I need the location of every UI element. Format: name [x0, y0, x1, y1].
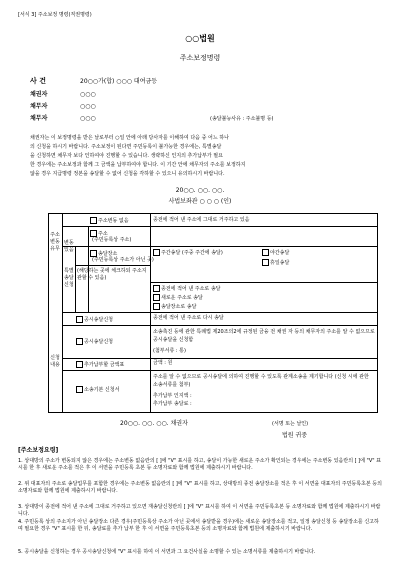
option-label: 주소 [98, 231, 108, 237]
fee-line: 추가납부 송달료 : [153, 401, 192, 407]
delivery-note: (송달불능사유 : 주소불명 등) [210, 116, 274, 122]
checkbox[interactable] [90, 250, 97, 257]
option-delivery-place[interactable] [90, 250, 117, 257]
option-sub: (주민등록상 주소) [92, 237, 132, 243]
party-label: 채무자 [30, 103, 48, 110]
option-label: 공시송달신청 [84, 339, 113, 345]
checkbox[interactable] [76, 316, 83, 323]
checkbox[interactable] [153, 249, 160, 256]
fee-amount: 금액 : 원 [153, 360, 173, 366]
party-value: ○○○ [80, 115, 96, 122]
option-closing[interactable] [76, 386, 119, 393]
party-value: ○○○ [80, 91, 96, 98]
option-no-change[interactable] [90, 217, 129, 224]
note-item: 5. 공시송달을 신청하는 경우 공시송달신청에 "V" 표시를 하여 이 서면과 그 요건사실을 소명할 수 있는 소명서류를 제출하시기 바랍니다. [18, 549, 316, 555]
party-label: 채무자 [30, 115, 48, 122]
option-desc: 소송촉진 등에 관한 특례법 제20조의2에 규정된 금융 전 채권 자 등의 채무자의 주소를 알 수 없으므로 공시송달을 신청함 [153, 329, 375, 343]
option-label: 송달장소로 송달 [161, 304, 197, 310]
option-label: 종전에 적어 낸 주소로 송달 [161, 286, 221, 292]
page-title: 주소보정명령 [179, 54, 221, 62]
checkbox[interactable] [76, 338, 83, 345]
option-place[interactable] [153, 303, 196, 310]
body-line: 채권자는 이 보정명령을 받은 날로부터 ○일 안에 아래 당사자를 이해하여 다음 중 어느 하나 [30, 135, 229, 141]
checkbox[interactable] [262, 259, 269, 266]
body-line: 한 경우에는 주소보정과 함께 그 금액을 납부하여야 합니다. 이 기간 안에 채무자의 주소를 보정하지 [30, 162, 246, 168]
note-item: 4. 주민등록 상의 주소지가 아닌 송달장소 다른 경우(주민등록상 주소가 아닌 곳에서 송달받을 경우)에는 새로운 송달장소를 적고, 일정 송달신청 등 송달장소를 신고하며 필요한 경우 "V" 표시를 한 뒤, 송달료를 추가 납부 한 후 이 서면을 주민등록초본 등의 소명자료와 함께 법원에 제출하시기 바랍니다. [18, 519, 379, 532]
option-prev-address[interactable] [153, 285, 221, 292]
party-value: ○○○ [80, 103, 96, 110]
option-holiday[interactable] [262, 259, 289, 266]
note-item: 1. 상대방의 주소가 변동되지 않은 경우에는 주소변동 없음란의 [ ]에 "V" 표시를 하고, 송달이 가능한 새로운 주소가 확인되는 경우에는 주소변동 있음란의 [ ]에 "V" 표시를 한 후 새로운 주소를 적은 후 이 서면을 주민등록 초본 등 소명자료와 함께 법원에 제출하시기 바랍니다. [18, 458, 381, 471]
attachment-line: (첨부서류 : 통) [153, 348, 186, 354]
case-label: 사 건 [30, 77, 46, 85]
special-sub-label: (해당하는 곳에 체크하되 주소지 관할 수 있음) [77, 268, 147, 281]
option-desc: 종전에 적어 낸 주소에 그대로 거주하고 있음 [153, 217, 250, 223]
checkbox[interactable] [90, 230, 97, 237]
option-label: 소송기본 신청서 [84, 387, 120, 393]
row-label: 변동 있음 [64, 240, 74, 253]
option-sub: (주민등록상 주소가 아닌 곳) [92, 257, 154, 263]
option-address[interactable] [90, 230, 108, 237]
note-item: 2. 위 대표자의 주소로 송달업무를 포함한 경우에는 주소변동 없음란의 [ ]에 "V" 표시를 하고, 상대방의 종전 송달장소를 적은 후 이 서면을 대표자의 주민등록초본 등의 소명자료와 함께 법원에 제출하시기 바랍니다. [18, 481, 382, 494]
section-label: 신청 내용 [50, 355, 60, 368]
option-label: 야간송달 [270, 250, 290, 256]
court-recipient: 법원 귀중 [282, 432, 308, 439]
option-day[interactable] [153, 249, 223, 256]
option-label: 주소변동 없음 [98, 218, 129, 224]
option-label: 주간송달 (주중 주간에 송달) [161, 250, 223, 256]
fee-line: 추가납부 인지액 : [153, 393, 192, 399]
order-date: 20○○. ○○. ○○. [175, 187, 225, 194]
checkbox[interactable] [153, 285, 160, 292]
body-line: 의 신청을 하시기 바랍니다. 주소보정이 된다면 주민등록이 불가능한 경우에는, 특별송달 [30, 144, 222, 150]
body-line: 을 신청하면 채무자 보다 인하여야 진행할 수 있습니다. 생략하신 인지의 추가납부가 필요 [30, 153, 223, 159]
option-label: 송달장소 [98, 251, 118, 257]
judge-signature: 사법보좌관 ○ ○ ○ (인) [168, 198, 232, 205]
option-desc: 종전에 적어 낸 주소로 다시 송달 [153, 315, 224, 321]
option-label: 휴일송달 [270, 260, 290, 266]
option-new-address[interactable] [153, 294, 203, 301]
option-night[interactable] [262, 249, 289, 256]
option-resend[interactable] [76, 316, 113, 323]
option-label: 공시송달신청 [84, 317, 113, 323]
case-value: 20○○가(합) ○○○ 대여금등 [80, 78, 158, 85]
special-side-label: 특별 송달 신청 [64, 268, 74, 288]
option-label: 추가납부할 금액표 [84, 362, 125, 368]
option-extra-fee[interactable] [76, 361, 124, 368]
option-desc: 주소를 알 수 없으므로 공시송달에 의하여 진행할 수 있도록 관계소송을 제기합니다 (신청 시에 관한 소송서류를 첨부) [153, 374, 369, 388]
sign-note: (서명 또는 날인) [272, 421, 309, 427]
option-public-notice[interactable] [76, 338, 113, 345]
checkbox[interactable] [153, 303, 160, 310]
checkbox[interactable] [76, 386, 83, 393]
checkbox[interactable] [76, 361, 83, 368]
body-line: 않을 경우 지급명령 정본을 송달할 수 없어 신청을 각하할 수 있으니 유의하시기 바랍니다. [30, 171, 225, 177]
notes-title: [주소보정요령] [18, 447, 59, 454]
checkbox[interactable] [262, 249, 269, 256]
checkbox[interactable] [153, 294, 160, 301]
checkbox[interactable] [90, 217, 97, 224]
option-label: 새로운 주소로 송달 [161, 295, 203, 301]
form-code: [서식 3] 주소보정 명령(직권명령) [18, 12, 92, 18]
note-item: 3. 상대방이 종전에 적어 낸 주소에 그대로 거주하고 있으면 재송달신청란의 [ ]에 "V" 표시를 하여 이 서면을 주민등록초본 등 소명자료와 함께 법원에 제출하시기 바랍니다. [18, 504, 381, 517]
party-label: 채권자 [30, 91, 48, 98]
section-label: 주소 변동 유무 [50, 232, 60, 252]
court-name: ○○법원 [185, 34, 215, 43]
sign-line: 20○○. ○○. ○○. 채권자 [120, 420, 188, 427]
